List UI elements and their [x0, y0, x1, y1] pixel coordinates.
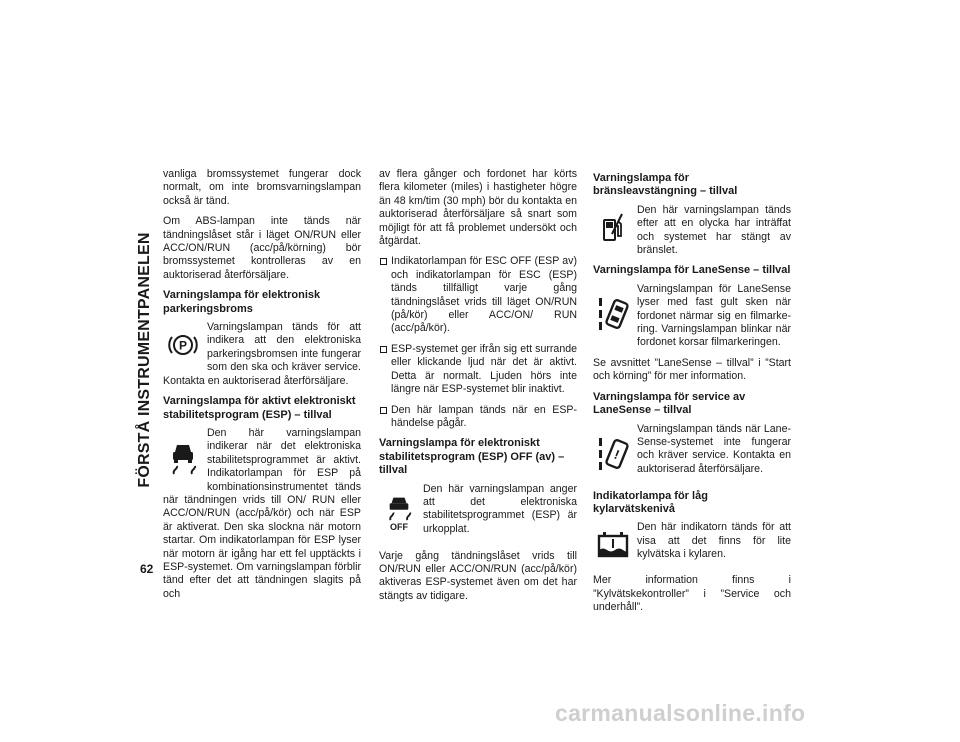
paragraph: Varje gång tändningslåset vrids till ON/RUN eller ACC/ON/RUN (acc/på/kör) aktiveras ESP-systemet även om det har stängts av tidigare. — [379, 549, 577, 602]
section-heading-coolant: Indikatorlampa för låg kylarvätskenivå — [593, 489, 708, 515]
fuel-cutoff-text: Den här varningslampan tänds efter att en olycka har inträffat och systemet har stängt av bränslet. — [637, 203, 791, 257]
parking-brake-text: Varningslampan tänds för att indikera att den elektroniska parkeringsbromsen inte fungerar som den ska och kräver service. Kontakta en auktoriserad återförsäljare. — [163, 321, 361, 387]
parking-brake-icon — [163, 325, 203, 365]
section-heading-parking-brake: Varningslampa för elektronisk parkeringsbroms — [163, 289, 321, 315]
lanesense-service-text: Varningslampan tänds när LaneSense-systemet inte fungerar och kräver service. Kontakta en auktoriserad återförsäljare. — [637, 422, 791, 475]
section-heading-lanesense-service: Varningslampa för service av LaneSense – tillval — [593, 390, 746, 417]
paragraph: Se avsnittet ”LaneSense – tillval” i ”Start och körning” för mer information. — [593, 356, 791, 383]
bullet-item: Indikatorlampan för ESC OFF (ESP av) och indikatorlampan för ESC (ESP) tänds tillfälligt varje gång tändningslåset vrids till läget ON/RUN (på/kör) eller ACC/ON/ RUN (acc/på/kör). — [379, 255, 577, 335]
section-heading-fuel-cutoff: Varningslampa för bränsleavstängning – tillval — [593, 172, 738, 198]
bullet-item: ESP-systemet ger ifrån sig ett surrande eller klickande ljud när det är aktivt. Detta är normalt. Ljuden hörs inte längre när ESP-systemet blir inaktivt. — [379, 343, 577, 397]
column-3 — [593, 168, 791, 622]
paragraph: Mer information finns i ”Kylvätskekontroller” i ”Service och underhåll”. — [593, 574, 791, 614]
fuel-cutoff-icon — [593, 208, 633, 248]
off-label: OFF — [390, 521, 408, 532]
coolant-text: Den här indikatorn tänds för att visa att det finns för lite kylvätska i kylaren. — [637, 521, 791, 561]
esp-off-text: Den här varningslampan anger att det elektroniska stabilitetsprogrammet (ESP) är urkopplat. — [423, 482, 577, 535]
section-heading-esp-off: Varningslampa för elektroniskt stabilitetsprogram (ESP) OFF (av) – tillval — [379, 437, 565, 477]
lanesense-service-indicator — [593, 423, 791, 483]
paragraph: Om ABS-lampan inte tänds när tändningslåset står i läget ON/RUN eller ACC/ON/RUN (acc/på/körning) bör bromssystemet kontrolleras av en auktoriserad återförsäljare. — [163, 215, 361, 281]
lanesense-text: Varningslampan för LaneSense lyser med fast gult sken när fordonet närmar sig en filmarkering. Varningslampan blinkar när fordonet korsar filmarkeringen. — [637, 282, 791, 349]
column-2 — [379, 168, 577, 610]
esp-skid-car-icon — [163, 431, 203, 485]
side-section-title — [131, 170, 159, 550]
esp-active-indicator — [163, 427, 361, 601]
low-coolant-icon — [593, 525, 633, 565]
svg-text:P: P — [178, 338, 188, 353]
parking-brake-indicator — [163, 321, 361, 388]
column-1 — [163, 168, 361, 608]
lanesense-service-icon — [593, 427, 633, 481]
paragraph: av flera gånger och fordonet har körts flera kilometer (miles) i hastigheter högre än 48 km/tim (30 mph) bör du kontakta en auktoriserad återförsäljare så snart som möjligt för att få problemet undersökt och åtgärdat. — [379, 168, 577, 248]
esp-off-icon — [379, 487, 419, 541]
section-heading-esp-active: Varningslampa för aktivt elektroniskt stabilitetsprogram (ESP) – tillval — [163, 395, 356, 421]
section-heading-lanesense: Varningslampa för LaneSense – tillval — [593, 264, 791, 277]
page-number: 62 — [140, 562, 154, 576]
side-section-title-text: FÖRSTÅ INSTRUMENTPANELEN — [136, 232, 153, 488]
lanesense-indicator — [593, 283, 791, 350]
paragraph: vanliga bromssystemet fungerar dock normalt, om inte bromsvarningslampan också är tänd. — [163, 168, 361, 207]
lanesense-icon — [593, 287, 633, 341]
watermark: carmanualsonline.info — [555, 700, 806, 726]
coolant-indicator — [593, 521, 791, 567]
bullet-item: Den här lampan tänds när en ESP-händelse pågår. — [379, 404, 577, 431]
fuel-cutoff-indicator — [593, 204, 791, 258]
svg-text:!: ! — [611, 446, 622, 462]
esp-off-indicator — [379, 483, 577, 543]
esp-active-text: Den här varningslampan indikerar när det elektroniska stabilitetsprogrammet är aktivt. Indikatorlampan för ESP på kombinationsinstrumentet tänds när tändningen vrids till ON/ RUN eller ACC/ON/RUN (acc/på/kör) och när ESP är aktiverat. Den ska slockna när motorn startar. Om indikatorlampan för ESP lyser när motorn är igång har ett fel upptäckts i ESP-systemet. Om varningslampan förblir tänd efter det att tändningen slagits på och — [163, 426, 361, 600]
